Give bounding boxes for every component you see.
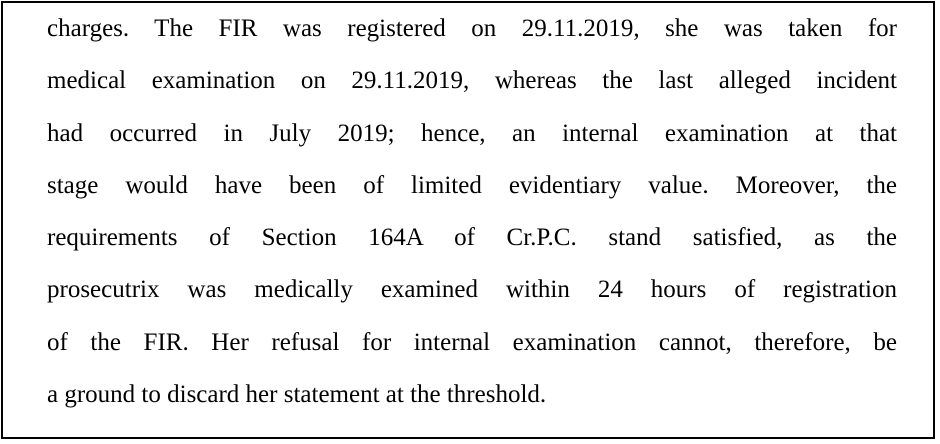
paragraph-line-4: stage would have been of limited evidentiary value. Moreover, the <box>47 171 897 199</box>
paragraph-line-3: had occurred in July 2019; hence, an internal examination at that <box>47 119 897 147</box>
paragraph-line-1: charges. The FIR was registered on 29.11.2019, she was taken for <box>47 15 897 42</box>
paragraph-line-5: requirements of Section 164A of Cr.P.C. stand satisfied, as the <box>47 224 897 252</box>
paragraph-line-6: prosecutrix was medically examined within 24 hours of registration <box>47 276 897 304</box>
quoted-paragraph <box>47 10 897 428</box>
paragraph-line-8: a ground to discard her statement at the threshold. <box>47 381 547 409</box>
paragraph-line-7: of the FIR. Her refusal for internal examination cannot, therefore, be <box>47 328 897 356</box>
paragraph-line-2: medical examination on 29.11.2019, whereas the last alleged incident <box>47 67 897 95</box>
